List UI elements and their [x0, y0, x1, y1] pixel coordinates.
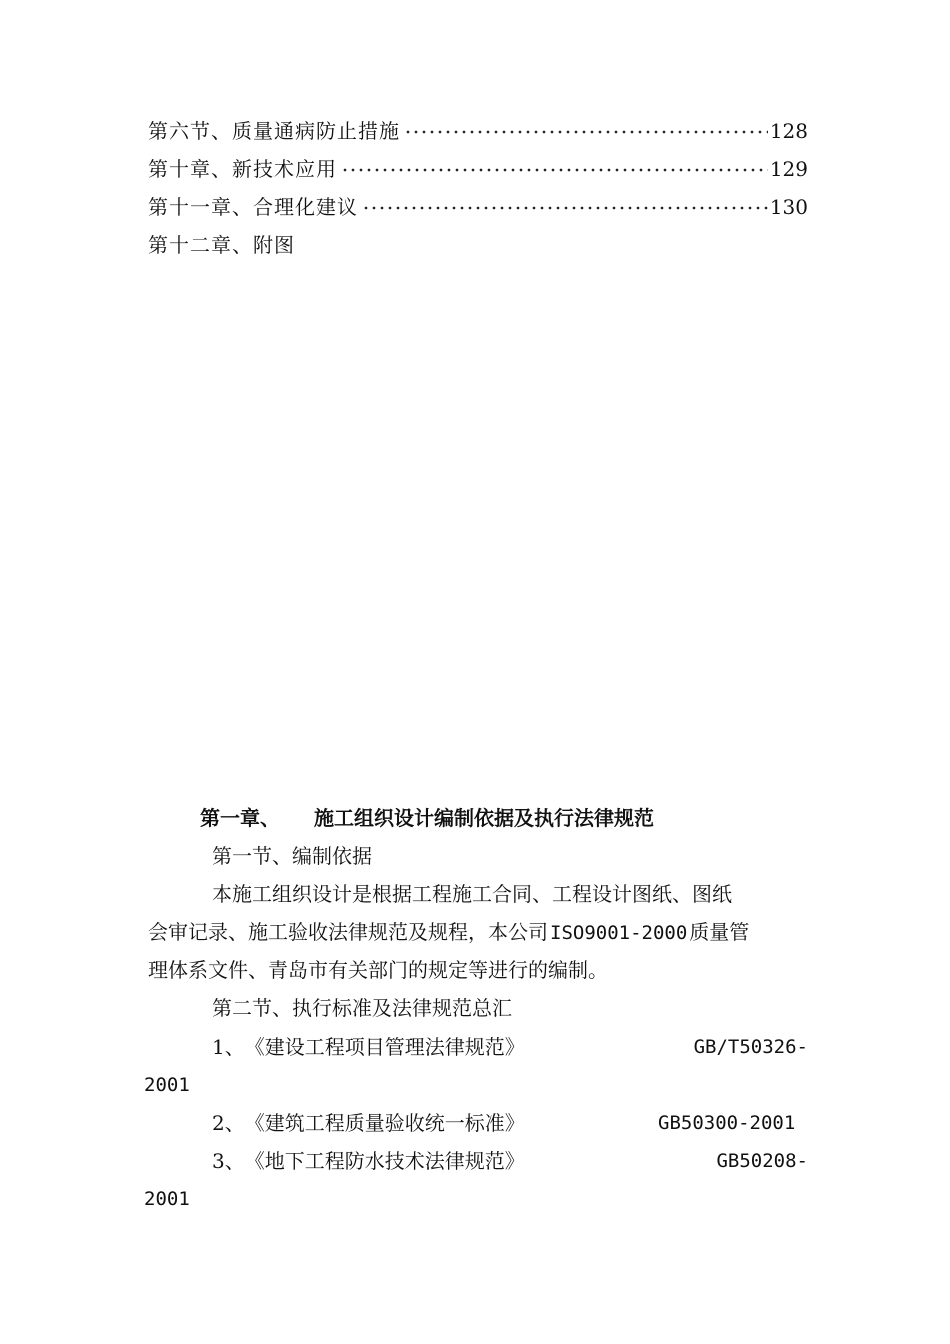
standard-name: 《建筑工程质量验收统一标准》 [254, 1111, 525, 1135]
paragraph-text: 质量管 [689, 920, 750, 944]
standard-code-continuation: 2001 [144, 1188, 190, 1210]
toc-entry-label: 第十一章、合理化建议 [148, 195, 358, 219]
toc-entry[interactable] [148, 150, 808, 188]
chapter-heading [200, 800, 654, 836]
paragraph-line: 本施工组织设计是根据工程施工合同、工程设计图纸、图纸 [212, 882, 732, 906]
standard-index: 2、 [212, 1111, 245, 1135]
toc-dot-leader [362, 206, 768, 210]
toc-entry-page: 129 [769, 157, 808, 181]
standard-code: GB/T50326- [693, 1036, 808, 1058]
table-of-contents [148, 112, 808, 264]
standard-item [212, 1143, 525, 1179]
chapter-title: 施工组织设计编制依据及执行法律规范 [314, 806, 654, 830]
chapter-number: 第一章、 [200, 806, 280, 830]
standard-name: 《建设工程项目管理法律规范》 [254, 1035, 525, 1059]
toc-entry-page: 130 [769, 195, 808, 219]
standard-code-continuation: 2001 [144, 1074, 190, 1096]
section-heading: 第一节、编制依据 [212, 844, 372, 868]
standard-name: 《地下工程防水技术法律规范》 [254, 1149, 525, 1173]
iso-standard: ISO9001-2000 [550, 922, 688, 944]
toc-dot-leader [404, 130, 768, 134]
standard-item [212, 1105, 525, 1141]
toc-entry-label: 第十二章、附图 [148, 233, 295, 257]
toc-entry[interactable] [148, 188, 808, 226]
paragraph-line [148, 914, 749, 951]
standard-code: GB50300-2001 [658, 1112, 796, 1134]
section-heading: 第二节、执行标准及法律规范总汇 [212, 996, 512, 1020]
toc-entry[interactable] [148, 226, 808, 264]
standard-code: GB50208- [716, 1150, 808, 1172]
toc-entry[interactable] [148, 112, 808, 150]
standard-item [212, 1029, 525, 1065]
toc-entry-page: 128 [769, 119, 808, 143]
paragraph-line: 理体系文件、青岛市有关部门的规定等进行的编制。 [148, 958, 608, 982]
toc-entry-label: 第十章、新技术应用 [148, 157, 337, 181]
toc-dot-leader [341, 168, 768, 172]
toc-entry-label: 第六节、质量通病防止措施 [148, 119, 400, 143]
standard-index: 3、 [212, 1149, 245, 1173]
paragraph-text: 会审记录、施工验收法律规范及规程，本公司 [148, 920, 548, 944]
standard-index: 1、 [212, 1035, 245, 1059]
